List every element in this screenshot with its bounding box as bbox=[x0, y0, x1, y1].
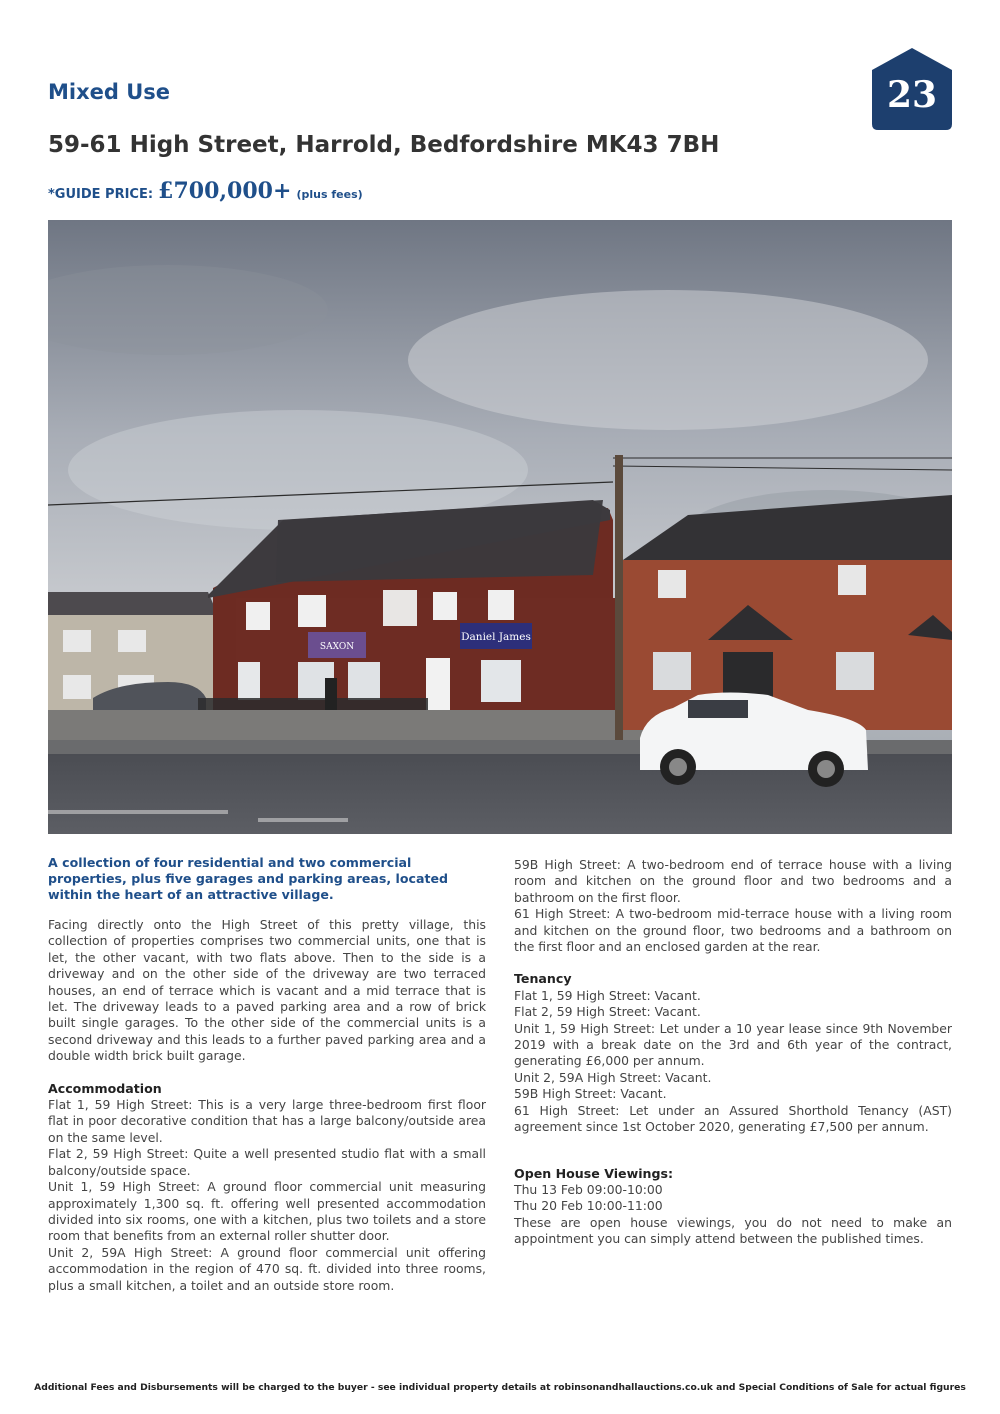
lot-number-badge bbox=[872, 48, 952, 130]
guide-price-value: £700,000+ bbox=[158, 178, 292, 204]
description-paragraph: Facing directly onto the High Street of this pretty village, this collection of properties comprises two commercial units, one that is let, the other vacant, with two flats above. Then to the side is a driveway and on the other side of the driveway are two terraced houses, an end of terrace which is vacant and a mid terrace that is let. The driveway leads to a paved parking area and a row of brick built single garages. To the other side of the commercial units is a second driveway and this leads to a further paved parking area and a double width brick built garage. bbox=[48, 917, 486, 1064]
tenancy-item: 59B High Street: Vacant. bbox=[514, 1086, 667, 1102]
tenancy-heading: Tenancy bbox=[514, 971, 572, 987]
tenancy-item: Unit 1, 59 High Street: Let under a 10 year lease since 9th November 2019 with a break date on the 3rd and 6th year of the contract, generating £6,000 per annum. bbox=[514, 1020, 952, 1069]
viewings-note: These are open house viewings, you do not need to make an appointment you can simply attend between the published times. bbox=[514, 1214, 952, 1247]
accommodation-item: Unit 2, 59A High Street: A ground floor commercial unit offering accommodation in the region of 470 sq. ft. divided into three rooms, plus a small kitchen, a toilet and an outside store room. bbox=[48, 1244, 486, 1293]
guide-price-label: *GUIDE PRICE: bbox=[48, 187, 154, 202]
tenancy-item: Flat 1, 59 High Street: Vacant. bbox=[514, 987, 701, 1003]
accommodation-item: Flat 2, 59 High Street: Quite a well presented studio flat with a small balcony/outside space. bbox=[48, 1146, 486, 1178]
property-photo bbox=[48, 220, 952, 834]
viewings-heading: Open House Viewings: bbox=[514, 1165, 674, 1181]
accommodation-heading: Accommodation bbox=[48, 1080, 162, 1096]
guide-price-fees: (plus fees) bbox=[296, 188, 363, 201]
viewing-slot: Thu 20 Feb 10:00-11:00 bbox=[514, 1198, 663, 1214]
guide-price bbox=[48, 178, 363, 204]
accommodation-item: Unit 1, 59 High Street: A ground floor commercial unit measuring approximately 1,300 sq. ft. offering well presented accommodation divided into six rooms, one with a kitchen, plus two toilets and a store room that benefits from an external roller shutter door. bbox=[48, 1179, 486, 1244]
viewing-slot: Thu 13 Feb 09:00-10:00 bbox=[514, 1181, 663, 1197]
shop-sign-daniel-james: Daniel James bbox=[461, 631, 531, 643]
intro-summary: A collection of four residential and two commercial properties, plus five garages and parking areas, located within the heart of an attractive village. bbox=[48, 855, 449, 902]
tenancy-item: Unit 2, 59A High Street: Vacant. bbox=[514, 1069, 712, 1085]
accommodation-item: Flat 1, 59 High Street: This is a very large three-bedroom first floor flat in poor decorative condition that has a large balcony/outside area on the same level. bbox=[48, 1097, 486, 1145]
property-category: Mixed Use bbox=[48, 80, 171, 104]
footer-disclaimer: Additional Fees and Disbursements will be charged to the buyer - see individual property details at robinsonandhallauctions.co.uk and Special Conditions of Sale for actual figures bbox=[34, 1382, 966, 1393]
accommodation-item: 61 High Street: A two-bedroom mid-terrace house with a living room and kitchen on the ground floor, two bedrooms and a bathroom on the first floor and an enclosed garden at the rear. bbox=[514, 906, 952, 955]
left-column bbox=[48, 855, 486, 1294]
right-column bbox=[514, 857, 952, 1248]
accommodation-item: 59B High Street: A two-bedroom end of terrace house with a living room and kitchen on the ground floor and two bedrooms and a bathroom on the first floor. bbox=[514, 857, 952, 905]
property-address: 59-61 High Street, Harrold, Bedfordshire MK43 7BH bbox=[48, 132, 720, 158]
tenancy-item: 61 High Street: Let under an Assured Shorthold Tenancy (AST) agreement since 1st October 2020, generating £7,500 per annum. bbox=[514, 1102, 952, 1135]
tenancy-item: Flat 2, 59 High Street: Vacant. bbox=[514, 1004, 701, 1020]
lot-number: 23 bbox=[886, 74, 938, 116]
shop-sign-saxon: SAXON bbox=[319, 642, 355, 652]
